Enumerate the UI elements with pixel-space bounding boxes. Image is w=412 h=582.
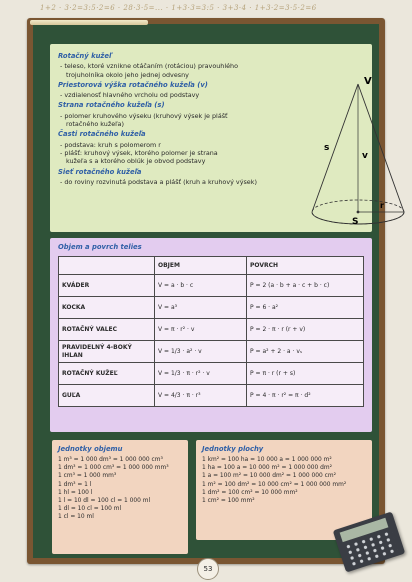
volume-formula: V = a · b · c — [155, 275, 247, 297]
section-line: rotačného kužeľa) — [66, 120, 124, 129]
surface-formula: P = 6 · a² — [247, 297, 364, 319]
cone-side-right — [358, 84, 404, 212]
solid-name: KOCKA — [59, 297, 155, 319]
volume-units-panel — [52, 440, 188, 554]
volume-formula: V = 1/3 · a² · v — [155, 341, 247, 363]
section-line: trojuholníka okolo jeho jednej odvesny — [66, 70, 189, 79]
table-header-cell — [59, 257, 155, 275]
surface-formula: P = 2 · π · r (r + v) — [247, 319, 364, 341]
volume-formula: V = 1/3 · π · r² · v — [155, 363, 247, 385]
table-row — [59, 341, 364, 363]
solid-name: KVÁDER — [59, 275, 155, 297]
section-line: - polomer kruhového výseku (kruhový výsek je plášť — [60, 111, 228, 120]
label-side: s — [324, 143, 330, 153]
formula-table — [58, 256, 364, 407]
unit-line: 1 hl = 100 l — [58, 489, 93, 496]
section-line: - podstava: kruh s polomerom r — [60, 140, 161, 149]
unit-line: 1 l = 10 dl = 100 cl = 1 000 ml — [58, 497, 151, 504]
unit-line: 1 km² = 100 ha = 10 000 a = 1 000 000 m² — [202, 457, 332, 464]
unit-line: 1 ha = 100 a = 10 000 m² = 1 000 000 dm² — [202, 465, 333, 472]
volume-formula: V = 4/3 · π · r³ — [155, 385, 247, 407]
table-row — [59, 319, 364, 341]
section-title: Časti rotačného kužeľa — [58, 130, 146, 139]
area-units-panel — [196, 440, 372, 540]
section-line: - teleso, ktoré vznikne otáčaním (rotáciou) pravouhlého — [60, 62, 239, 71]
cone-center-point — [357, 211, 360, 214]
unit-line: 1 dm³ = 1 000 cm³ = 1 000 000 mm³ — [58, 465, 169, 472]
table-row — [59, 275, 364, 297]
pencil-decoration — [30, 20, 148, 25]
section-line: - vzdialenosť hlavného vrcholu od podstavy — [60, 91, 200, 100]
section-line: - plášť: kruhový výsek, ktorého polomer je strana — [60, 148, 218, 157]
unit-line: 1 cm² = 100 mm² — [202, 497, 255, 504]
surface-formula: P = a² + 2 · a · vₛ — [247, 341, 364, 363]
cone-diagram — [300, 72, 410, 244]
surface-formula: P = 4 · π · r² = π · d² — [247, 385, 364, 407]
area-units-title: Jednotky plochy — [202, 445, 264, 453]
unit-line: 1 dm³ = 1 l — [58, 481, 92, 488]
unit-line: 1 m³ = 1 000 dm³ = 1 000 000 cm³ — [58, 457, 163, 464]
volume-surface-panel — [50, 238, 372, 432]
solid-name: PRAVIDELNÝ 4-BOKÝ IHLAN — [59, 341, 155, 363]
label-height: v — [362, 151, 368, 161]
section-line: kužeľa s a ktorého oblúk je obvod podstavy — [66, 157, 206, 166]
section-title: Strana rotačného kužeľa (s) — [58, 101, 165, 110]
section-title: Rotačný kužeľ — [58, 52, 112, 60]
unit-line: 1 dm² = 100 cm² = 10 000 mm² — [202, 489, 298, 496]
unit-line: 1 cl = 10 ml — [58, 513, 94, 520]
label-radius: r — [380, 201, 384, 210]
table-row — [59, 297, 364, 319]
section-title: Sieť rotačného kužeľa — [58, 167, 142, 176]
surface-formula: P = π · r (r + s) — [247, 363, 364, 385]
label-center: S — [352, 217, 359, 227]
volume-units-title: Jednotky objemu — [58, 445, 123, 453]
table-title: Objem a povrch telies — [58, 243, 142, 251]
cone-side-left — [312, 84, 358, 212]
table-row — [59, 385, 364, 407]
page-number: 53 — [197, 558, 219, 580]
unit-line: 1 a = 100 m² = 10 000 dm² = 1 000 000 cm² — [202, 473, 337, 480]
table-header-row — [59, 257, 364, 275]
solid-name: ROTAČNÝ KUŽEĽ — [59, 363, 155, 385]
solid-name: GUĽA — [59, 385, 155, 407]
unit-line: 1 dl = 10 cl = 100 ml — [58, 505, 122, 512]
label-apex: V — [364, 76, 372, 87]
unit-line: 1 m² = 100 dm² = 10 000 cm² = 1 000 000 mm² — [202, 481, 347, 488]
unit-line: 1 cm³ = 1 000 mm³ — [58, 473, 117, 480]
table-row — [59, 363, 364, 385]
table-header-cell: POVRCH — [247, 257, 364, 275]
cone-definitions-panel — [50, 44, 384, 232]
volume-formula: V = a³ — [155, 297, 247, 319]
section-title: Priestorová výška rotačného kužeľa (v) — [58, 80, 208, 89]
solid-name: ROTAČNÝ VALEC — [59, 319, 155, 341]
volume-formula: V = π · r² · v — [155, 319, 247, 341]
table-header-cell: OBJEM — [155, 257, 247, 275]
surface-formula: P = 2 (a · b + a · c + b · c) — [247, 275, 364, 297]
section-line: - do roviny rozvinutá podstava a plášť (kruh a kruhový výsek) — [60, 177, 257, 186]
background-scribbles: 1+2 · 3·2=3:5·2=6 · 28·3·5=... · 1+3·3=3:5 · 3+3·4 · 1+3·2=3·5·2=6 — [40, 4, 317, 12]
